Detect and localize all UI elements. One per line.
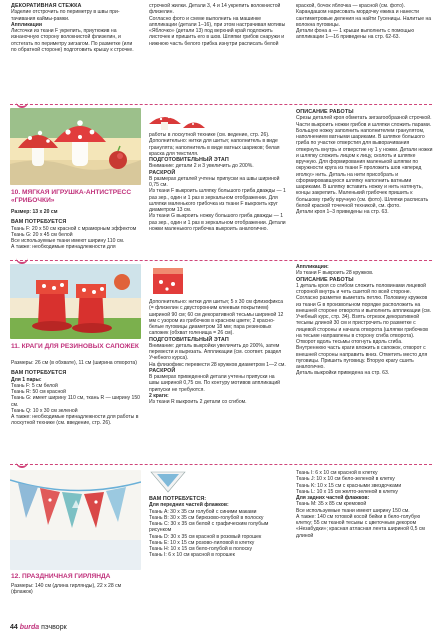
s2-sizes [11,209,142,256]
section-heading: ВАМ ПОТРЕБУЕТСЯ [11,219,67,226]
paragraph: Детали кроя 1–3 приведены на стр. 63. [296,209,389,215]
paragraph: Ткань L: 10 х 15 см желто-зеленой в клетку [296,488,398,495]
paragraph: Внимание: детали 2 и 3 увеличить до 200%. [149,163,254,170]
cuff-pattern-icon [147,264,189,298]
section-heading: ОПИСАНИЕ РАБОТЫ [296,276,354,283]
s2-column-3 [296,109,433,256]
paragraph: В размерах приведенной детали учтены припуски на швы шириной 0,75 см. По контуру мотивов аппликаций припуски не требуются. [149,374,281,393]
mushroom-toy-illustration [10,108,141,185]
paragraph: Размеры: 26 см (в обхвате), 11 см (ширина отворота) [11,360,137,366]
paragraph: Ткань C: 30 х 35 см белой с графическим голубым рисунком [149,521,269,534]
s2-title-text: МЯГКАЯ ИГРУШКА-АНТИСТРЕСС «ГРИБОЧКИ» [11,189,132,204]
s3-sizes [11,360,142,460]
s4-title-text: ПРАЗДНИЧНАЯ ГИРЛЯНДА [22,573,111,580]
section-heading: РАСКРОЙ [149,169,176,176]
paragraph: Ткань Q: 10 х 30 см зеленой [11,407,78,414]
paragraph: Из ткани F выкроить 28 кружков. [296,270,374,277]
paragraph: Ткань K: 10 х 15 см с красными звездочками [296,482,402,489]
section-heading: ВАМ ПОТРЕБУЕТСЯ [11,370,67,377]
paragraph: А также: необходимые принадлежности для работы в лоскутной технике (см. введение, стр. 26). [11,414,139,427]
paragraph: Для 1 пары: [11,376,42,383]
s3-column-3 [296,264,433,460]
paragraph: Ткань R: 50 см красной [11,389,66,395]
s1-column-2 [149,3,286,101]
paragraph: Ткань I: 6 х 10 см красной в горошек [149,552,235,559]
cuff-diagram [147,264,189,298]
s4-sizes [11,583,142,621]
s2-title [11,189,142,204]
paragraph: Листочки из ткани F укрепить, приутюжив на изнаночную сторону волокнистой флизелин, и отстегать по периметру зигзагом. По разметке (или по обратной стороне) подготовить крышу к строчке. [11,28,134,53]
brand-logo: burda [19,624,40,631]
s1-column-3 [296,3,433,101]
flag-diagram [147,470,189,494]
paragraph: А также: необходимые принадлежности для [11,244,116,251]
s4-title [11,573,142,581]
paragraph: Ткань G: 20 х 45 см белой [11,231,73,238]
boot-cuffs-illustration [10,264,141,339]
section-divider [10,462,432,468]
paragraph: работы в лоскутной технике (см. ведение, стр. 26). [149,132,270,138]
paragraph: Ткань B: 30 х 35 см бирюзово-голубой в полоску [149,514,264,521]
flag-pattern-icon [147,470,189,494]
paragraph: Ткань I: 6 х 10 см красной в клетку [296,470,378,476]
page-footer [10,624,67,631]
paragraph: 2 краги: [149,392,169,399]
mushroom-pattern-icon [147,108,209,130]
s2-title-number: 10. [11,189,21,196]
paragraph: Из ткани F выкроить шляпку большого гриба дважды — 1 раз зер., один и 1 раз в зеркальном отображении. Для шляпки маленького грибочка из ткани F выкроить круг диаметром 13 см. [149,188,286,213]
paragraph: Ткань M: 35 х 85 см кремовой [296,501,367,508]
section-heading: РАСКРОЙ [149,367,176,374]
paragraph: Деталь выкройки приведена на стр. 63. [296,370,390,377]
paragraph: Все используемые ткани имеют ширину 110 см. [11,238,125,244]
s1-column-1 [11,3,138,101]
paragraph: Ткань F: 20 х 50 см красной с мраморным эффектом [11,225,137,232]
section-heading: ОПИСАНИЕ РАБОТЫ [296,109,354,115]
paragraph: Аппликации [11,21,42,28]
paragraph: Все используемые ткани имеют ширину 150 см. [296,507,410,514]
mushroom-diagram [147,108,209,130]
paragraph: Детали фона а — 1 крыши выполнить с помощью аппликации 1—16 приведены на стр. 62-63. [296,28,415,41]
paragraph: Ткань G: имеет ширину 110 см, ткань R — ширину 150 см. [11,395,141,408]
paragraph: краской, бочок яблочка — красной (см. фото). Карандашом нарисовать мордочку ежика и нанести сантиметровые деления на найти Гусеницы. Налитые на волокна пуговицы. [296,3,432,28]
s4-column-2 [149,496,286,622]
rubric-label: пэчворк [41,624,67,631]
paragraph: Дополнительно: нитки для шитья; наполнитель в виде гранулята; наполнитель в виде ватных шариков; белая краска для текстиля. [149,138,280,157]
section-heading: ВАМ ПОТРЕБУЕТСЯ: [149,496,207,502]
paragraph: Ткань F: 5 см белой [11,382,58,389]
s3-title [11,343,142,351]
paragraph: Срезы деталей кроя обметать зигзагообразной строчкой. Части выкроить ножки грибов и шляпки сложить парами. Большую ножку заполнить наполнителем гранулятом, наполнением ватными шариками. В шляпке большого гриба по участке отверстия для выворачивания отвернуть внутрь и отверстие ну 1 у ножки. Детали ножки и шляпку сложить лицом к лицу, сколоть и шляпке вручную. Для формирования маленькой шляпки по окружности круга из ткани F проложить шов «вперед иголку» нить. Деталь на нити присобрать и сформировавшуюся шляпку наполнить ватными шариками. В шляпку вставить ножку и нить натянуть, концы закрепить. Маленький грибочек пришить к большому грибу вручную (см. фото). Шляпки расписать белой краской точечной техникой, см. фото. [296,115,433,209]
s4-column-3 [296,470,433,622]
s3-title-number: 11. [11,343,20,350]
paragraph: Ткань D: 30 х 35 см красной в розовый горошек [149,533,262,540]
paragraph: Размер: 13 х 20 см [11,209,58,215]
paragraph: Ткань E: 10 х 15 см розово-лиловой в клетку [149,539,255,546]
paragraph: Ткань A: 30 х 35 см голубой с синими маками [149,508,257,515]
paragraph: На флизофикс перевести 28 кружков диаметром 1—2 см. [149,361,286,368]
paragraph: Дополнительно: нитки для шитья; 5 х 30 см флизофикса (= флизелин с двусторонним клеевым покрытием) шириной 90 см; 60 см декоративной тесьмы шириной 12 мм с узором из грибочков в красном цвете; 2 красно-белые пуговицы диаметром 18 мм; пара резиновых сапожек (обхват голенища = 26 см). [149,299,284,337]
paragraph: Ткань J: 10 х 10 см бело-зеленой в клетку [296,476,395,483]
garland-illustration [10,470,141,570]
paragraph: Изделие отстрочить по периметру в швы при-тачивания каймы-рамки. [11,9,120,22]
paragraph: Согласно фото и схеме выполнить на машинке аппликации (детали 1–16), при этом настрачивая мотивы «Яблочко» (детали 13) под верхний край подложить листочек и пришить его в шов. Шляпки грибов снаружи и нижнюю часть белого грибка изнутри расписать белой [149,15,286,47]
paragraph: Ткань H: 10 х 15 см бело-голубой в полоску [149,546,253,552]
mushroom-toy-photo [10,108,141,185]
paragraph: А также: 140 см готовой косой бейки в бело-голубую клетку; 55 см тканой тесьмы с цветочным декором «Незабудки»; красная атласная лента шириной 0,5 см длиной [296,513,425,539]
paragraph: 1 деталь кроя со сгибом сложить половинами лицевой стороной внутрь и четь сшитой по всей стороне. Согласно разметке выметать петлю. Половину кружков из ткани G в произвольном порядке расположить на внешней стороне отворота и выполнить аппликации (см. Учебный курс, стр. 34). Взять отрезок декоративной тесьмы длиной 30 см и пристрочить по разметке с лицевой стороны и начала отворота (шляпки грибочков на тесьме направлены в сторону сгиба отворота). Отворот вдоль тесьмы отогнуть вдоль сгиба. Внутреннюю часть краги вложить в сапожок, отворот с внешней стороны направить вниз. Отметить место для пуговицы. Пришить пуговицу. Вторую крагу сшить аналогично. [296,282,432,370]
s4-title-number: 12. [11,573,21,580]
paragraph: Внимание: деталь выкройки увеличить до 200%, затем перевести и вырезать. Аппликации (см. соответ. раздел Учебного курса). [149,342,282,362]
paragraph: строчкой жилки. Детали 3, 4 и 14 укрепить волокнистой флизелин. [149,3,281,16]
garland-photo [10,470,141,570]
paragraph: Из ткани G выкроить ножку большого гриба дважды — 1 раз зер., один и 1 раз в зеркальном отображении. Детали ножки маленького грибочка выкроить аналогично. [149,213,286,232]
s3-title-text: КРАГИ ДЛЯ РЕЗИНОВЫХ САПОЖЕК [21,343,139,350]
section-heading: ПОДГОТОВИТЕЛЬНЫЙ ЭТАП [149,336,229,343]
section-heading: ДЕКОРАТИВНАЯ СТЕЖКА [11,3,82,9]
paragraph: Для задних частей флажков: [296,495,370,501]
paragraph: Размеры: 140 см (длина гирлянды), 22 х 28 см (флажок) [11,583,122,596]
boot-cuffs-photo [10,264,141,339]
paragraph: Аппликации: [296,264,329,270]
s2-column-2 [149,132,286,256]
s3-column-2 [149,299,286,460]
paragraph: Из ткани R выкроить 2 детали со сгибом. [149,399,247,405]
paragraph: Для передних частей флажков: [149,502,229,509]
section-heading: ПОДГОТОВИТЕЛЬНЫЙ ЭТАП [149,157,229,163]
paragraph: В размерах деталей учтены припуски на швы шириной 0,75 см. [149,175,280,188]
page-number: 44 [10,624,18,631]
